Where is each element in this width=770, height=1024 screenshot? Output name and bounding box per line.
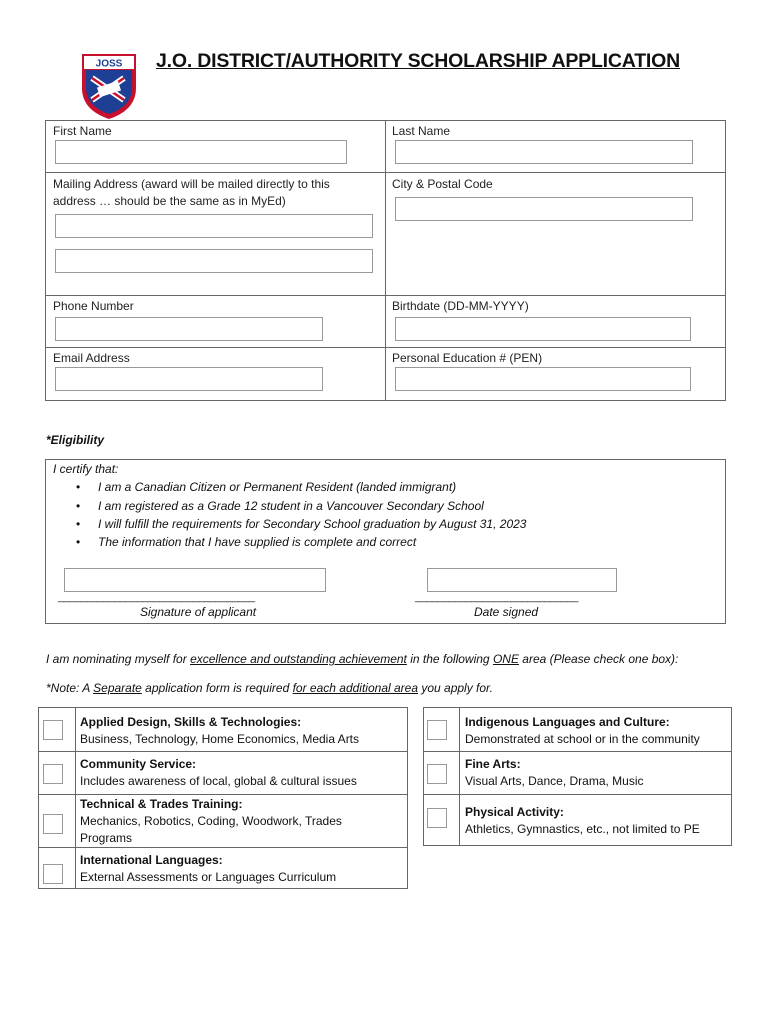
mailing-address-label-cont: address … should be the same as in MyEd): [53, 194, 286, 208]
category-description: Athletics, Gymnastics, etc., not limited to PE: [465, 822, 700, 836]
phone-input[interactable]: [55, 317, 323, 341]
category-title: Indigenous Languages and Culture:: [465, 715, 670, 729]
birthdate-label: Birthdate (DD-MM-YYYY): [392, 299, 529, 313]
checkbox-fine-arts[interactable]: [427, 764, 447, 784]
category-description: Business, Technology, Home Economics, Media Arts: [80, 732, 360, 746]
signature-line: ___________________________________: [58, 591, 255, 603]
note-text: *Note: A Separate application form is required for each additional area you apply for.: [46, 681, 493, 695]
eligibility-item: • I will fulfill the requirements for Secondary School graduation by August 31, 2023: [98, 517, 526, 531]
checkbox-applied-design[interactable]: [43, 720, 63, 740]
email-label: Email Address: [53, 351, 130, 365]
page-title: J.O. DISTRICT/AUTHORITY SCHOLARSHIP APPLICATION: [156, 50, 680, 72]
table-divider: [75, 707, 76, 889]
signature-caption: Signature of applicant: [140, 605, 257, 619]
pen-input[interactable]: [395, 367, 691, 391]
city-postal-label: City & Postal Code: [392, 177, 493, 191]
category-title: Technical & Trades Training:: [80, 797, 243, 811]
table-divider: [38, 847, 408, 848]
table-divider: [459, 707, 460, 846]
eligibility-item: • I am registered as a Grade 12 student in a Vancouver Secondary School: [98, 499, 484, 513]
category-description: Visual Arts, Dance, Drama, Music: [465, 774, 644, 788]
pen-label: Personal Education # (PEN): [392, 351, 543, 365]
first-name-label: First Name: [53, 124, 112, 138]
category-title: International Languages:: [80, 853, 223, 867]
checkbox-community-service[interactable]: [43, 764, 63, 784]
date-caption: Date signed: [474, 605, 539, 619]
last-name-label: Last Name: [392, 124, 451, 138]
table-divider: [38, 751, 408, 752]
city-postal-input[interactable]: [395, 197, 693, 221]
table-divider: [385, 120, 386, 401]
category-title: Applied Design, Skills & Technologies:: [80, 715, 302, 729]
date-signed-input[interactable]: [427, 568, 617, 592]
certify-text: I certify that:: [53, 462, 119, 476]
date-line: _____________________________: [415, 591, 578, 603]
nomination-text: I am nominating myself for excellence and outstanding achievement in the following ONE area (Please check one box):: [46, 652, 679, 666]
birthdate-input[interactable]: [395, 317, 691, 341]
eligibility-item: • I am a Canadian Citizen or Permanent Resident (landed immigrant): [98, 480, 456, 494]
eligibility-heading: *Eligibility: [46, 433, 105, 447]
checkbox-physical-activity[interactable]: [427, 808, 447, 828]
category-title: Physical Activity:: [465, 805, 564, 819]
email-input[interactable]: [55, 367, 323, 391]
category-title: Community Service:: [80, 757, 197, 771]
logo-text: JOSS: [95, 58, 123, 70]
first-name-input[interactable]: [55, 140, 347, 164]
table-divider: [423, 794, 732, 795]
phone-label: Phone Number: [53, 299, 134, 313]
checkbox-indigenous-languages[interactable]: [427, 720, 447, 740]
checkbox-international-languages[interactable]: [43, 864, 63, 884]
last-name-input[interactable]: [395, 140, 693, 164]
mailing-address-input-1[interactable]: [55, 214, 373, 238]
table-divider: [45, 172, 726, 173]
table-divider: [45, 347, 726, 348]
category-description: Demonstrated at school or in the community: [465, 732, 700, 746]
category-description: External Assessments or Languages Curriculum: [80, 870, 337, 884]
table-divider: [45, 295, 726, 296]
eligibility-item: • The information that I have supplied is complete and correct: [98, 535, 416, 549]
school-crest-logo: [78, 48, 140, 120]
category-description-cont: Programs: [80, 831, 133, 845]
signature-input[interactable]: [64, 568, 326, 592]
table-divider: [423, 751, 732, 752]
mailing-address-input-2[interactable]: [55, 249, 373, 273]
table-divider: [38, 794, 408, 795]
checkbox-technical-trades[interactable]: [43, 814, 63, 834]
category-title: Fine Arts:: [465, 757, 521, 771]
category-description: Mechanics, Robotics, Coding, Woodwork, Trades: [80, 814, 342, 828]
mailing-address-label: Mailing Address (award will be mailed directly to this: [53, 177, 330, 191]
category-description: Includes awareness of local, global & cultural issues: [80, 774, 357, 788]
